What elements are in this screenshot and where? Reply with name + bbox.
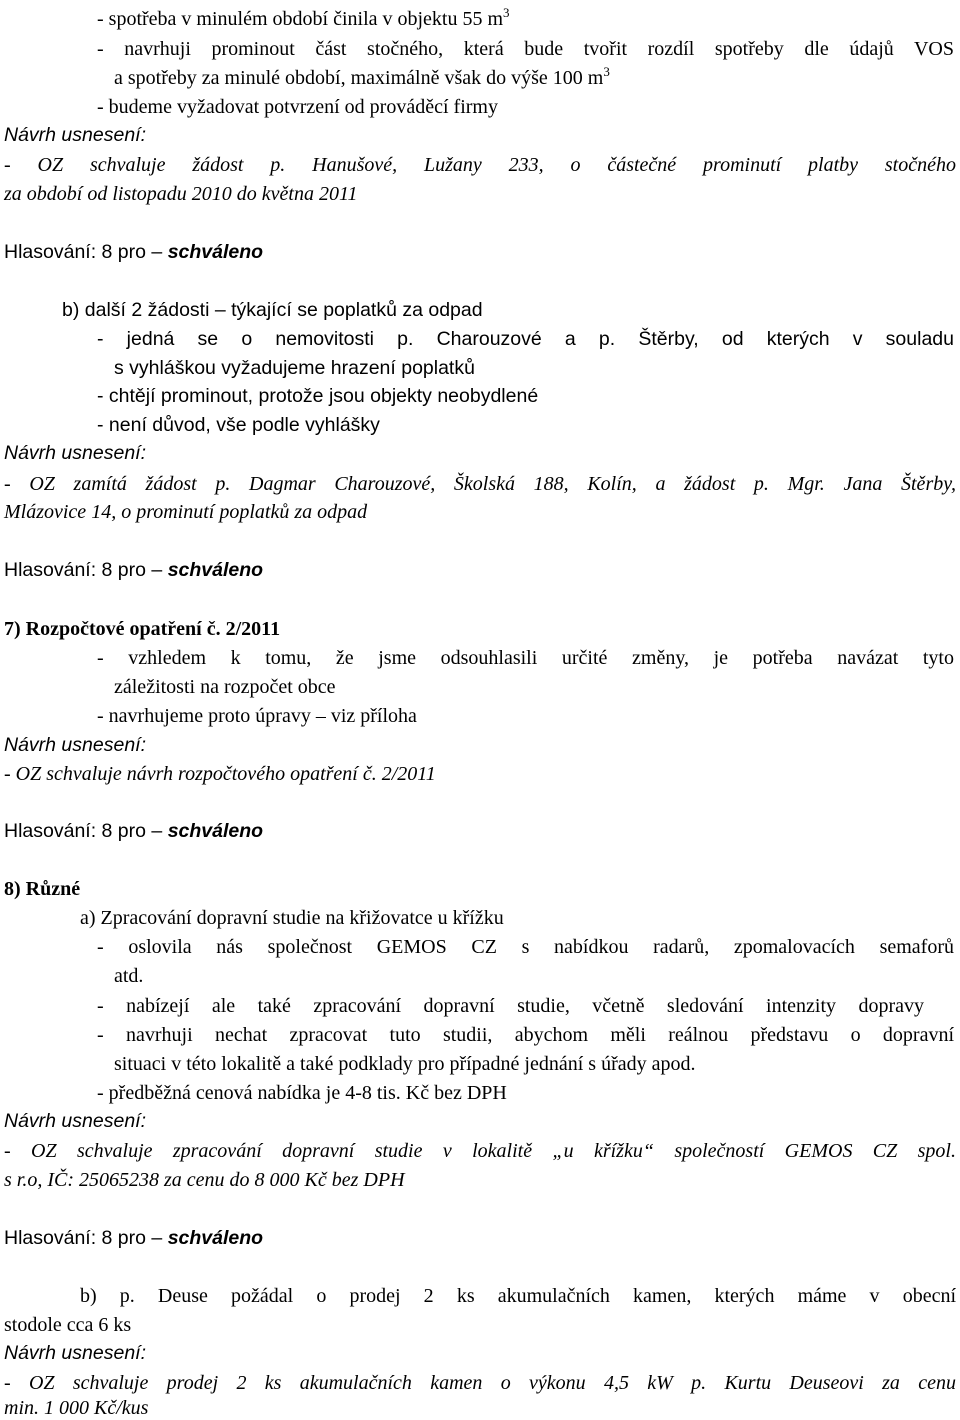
vote-result: Hlasování: 8 pro – schváleno (4, 559, 264, 581)
resolution-text: - OZ schvaluje zpracování dopravní studie v lokalitě „u křížku“ společností GEMOS CZ spol. (4, 1140, 956, 1162)
bullet-no-reason: - není důvod, vše podle vyhlášky (97, 414, 380, 436)
proposal-label: Návrh usnesení: (4, 124, 146, 146)
resolution-text: - OZ schvaluje prodej 2 ks akumulačních kamen o výkonu 4,5 kW p. Kurtu Deuseovi za cenu (4, 1372, 956, 1394)
bullet-study-proposal-cont: situaci v této lokalitě a také podklady pro případné jednání s úřady apod. (114, 1053, 696, 1075)
bullet-changes: - vzhledem k tomu, že jsme odsouhlasili určité změny, je potřeba navázat tyto (97, 647, 954, 669)
resolution-text-cont: min. 1 000 Kč/kus (4, 1397, 149, 1419)
resolution-text-cont: s r.o, IČ: 25065238 za cenu do 8 000 Kč bez DPH (4, 1169, 405, 1191)
bullet-changes-cont: záležitosti na rozpočet obce (114, 676, 336, 698)
bullet-waive-request: - chtějí prominout, protože jsou objekty neobydlené (97, 385, 539, 407)
bullet-waive-proposal-cont: a spotřeby za minulé období, maximálně však do výše 100 $m^3$ (114, 64, 610, 89)
subsection-heading: a) Zpracování dopravní studie na křižovatce u křížku (80, 907, 504, 929)
bullet-study-proposal: - navrhuji nechat zpracovat tuto studii, abychom měli reálnou představu o dopravní (97, 1024, 954, 1046)
bullet-price-offer: - předběžná cenová nabídka je 4-8 tis. Kč bez DPH (97, 1082, 507, 1104)
section-heading-budget: 7) Rozpočtové opatření č. 2/2011 (4, 618, 281, 640)
proposal-label: Návrh usnesení: (4, 734, 146, 756)
resolution-text-cont: za období od listopadu 2010 do května 2011 (4, 183, 358, 205)
bullet-waive-proposal: - navrhuji prominout část stočného, která bude tvořit rozdíl spotřeby dle údajů VOS (97, 38, 954, 60)
bullet-gemos-offer-cont: atd. (114, 965, 144, 987)
section-heading-misc: 8) Různé (4, 878, 81, 900)
subsection-heading: b) další 2 žádosti – týkající se poplatků za odpad (62, 299, 483, 321)
bullet-properties: - jedná se o nemovitosti p. Charouzové a p. Štěrby, od kterých v souladu (97, 328, 954, 350)
proposal-label: Návrh usnesení: (4, 442, 146, 464)
subsection-b-request-cont: stodole cca 6 ks (4, 1314, 132, 1336)
resolution-text-cont: Mlázovice 14, o prominutí poplatků za odpad (4, 501, 368, 523)
bullet-confirmation: - budeme vyžadovat potvrzení od prováděcí firmy (97, 96, 498, 118)
bullet-properties-cont: s vyhláškou vyžadujeme hrazení poplatků (114, 357, 475, 379)
resolution-text: - OZ zamítá žádost p. Dagmar Charouzové, Školská 188, Kolín, a žádost p. Mgr. Jana Štěrby, (4, 473, 956, 495)
bullet-traffic-study: - nabízejí ale také zpracování dopravní studie, včetně sledování intenzity dopravy (97, 995, 924, 1017)
vote-result: Hlasování: 8 pro – schváleno (4, 1227, 264, 1249)
subsection-b-request: b) p. Deuse požádal o prodej 2 ks akumulačních kamen, kterých máme v obecní (80, 1285, 956, 1307)
vote-result: Hlasování: 8 pro – schváleno (4, 820, 264, 842)
bullet-consumption: - spotřeba v minulém období činila v objektu 55 $m^3$ (97, 5, 510, 30)
proposal-label: Návrh usnesení: (4, 1110, 146, 1132)
bullet-adjustments: - navrhujeme proto úpravy – viz příloha (97, 705, 417, 727)
resolution-text: - OZ schvaluje žádost p. Hanušové, Lužany 233, o částečné prominutí platby stočného (4, 154, 956, 176)
proposal-label: Návrh usnesení: (4, 1342, 146, 1364)
vote-result: Hlasování: 8 pro – schváleno (4, 241, 264, 263)
resolution-text: - OZ schvaluje návrh rozpočtového opatření č. 2/2011 (4, 763, 436, 785)
bullet-gemos-offer: - oslovila nás společnost GEMOS CZ s nabídkou radarů, zpomalovacích semaforů (97, 936, 954, 958)
